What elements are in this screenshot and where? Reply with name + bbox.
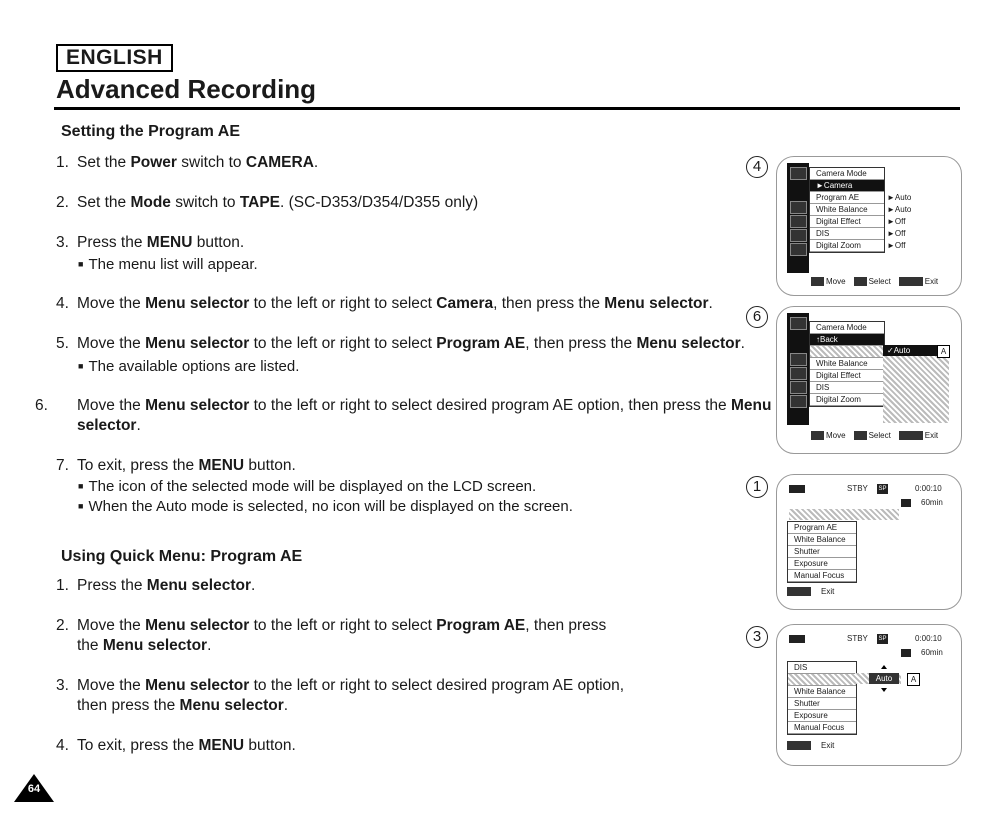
nav-select: Select: [854, 431, 891, 440]
step-number: 7.: [56, 457, 69, 474]
menu-sidebar: [787, 163, 809, 273]
bold-term: Program AE: [436, 335, 526, 352]
menu-button-icon: [899, 431, 923, 440]
menu-item: Program AE: [810, 192, 884, 204]
settings-icon: [790, 367, 807, 380]
option-auto: Auto: [869, 673, 899, 684]
page-number: 64: [27, 783, 41, 795]
step-number: 3.: [56, 234, 69, 251]
time-counter: 0:00:10: [915, 634, 942, 643]
section-title-quick-menu: Using Quick Menu: Program AE: [61, 548, 303, 565]
nav-exit: Exit: [899, 277, 938, 286]
remaining-time: 60min: [921, 648, 943, 657]
step: 1. Press the Menu selector.: [56, 577, 256, 594]
menu-item: DIS: [810, 228, 884, 240]
bold-term: Menu selector: [102, 637, 208, 654]
step-number: 6.: [35, 397, 48, 414]
exit-row: Exit: [787, 587, 834, 596]
menu-item: Shutter: [788, 546, 856, 558]
title-rule: [54, 107, 960, 110]
quick-screen-1-panel: [776, 474, 962, 610]
tape-icon: [901, 649, 911, 657]
note: ■ The icon of the selected mode will be displayed on the LCD screen.: [78, 476, 536, 497]
down-arrow-icon: [881, 688, 887, 692]
menu-item: DIS: [810, 382, 884, 394]
language-label: ENGLISH: [56, 44, 173, 72]
nav-exit: Exit: [899, 431, 938, 440]
value: ►Off: [887, 241, 906, 250]
remaining-time: 60min: [921, 498, 943, 507]
step: 7. To exit, press the MENU button.: [56, 457, 296, 474]
time-counter: 0:00:10: [915, 484, 942, 493]
status-stby: STBY: [847, 484, 868, 493]
step: 2. Set the Mode switch to TAPE. (SC-D353/D354/D355 only): [56, 194, 479, 211]
bold-term: MENU: [198, 737, 245, 754]
status-stby: STBY: [847, 634, 868, 643]
screen-number-6: 6: [746, 306, 768, 328]
step: 4. To exit, press the MENU button.: [56, 737, 296, 754]
menu-item: White Balance: [788, 686, 856, 698]
menu-list: [809, 321, 885, 407]
menu-item: Exposure: [788, 558, 856, 570]
step-number: 2.: [56, 194, 69, 211]
bold-term: CAMERA: [245, 154, 314, 171]
note: ■ The menu list will appear.: [78, 254, 258, 275]
menu-item: Shutter: [788, 698, 856, 710]
select-icon: [854, 431, 867, 440]
auto-mode-icon: A: [937, 345, 950, 358]
camera-mode-icon: [789, 485, 805, 493]
step: 3. Move the Menu selector to the left or right to select desired program AE option,: [56, 677, 625, 694]
step: 5. Move the Menu selector to the left or right to select Program AE, then press the Menu selector.: [56, 335, 745, 352]
step-number: 4.: [56, 737, 69, 754]
nav-move: Move: [811, 277, 846, 286]
menu-list: [787, 661, 857, 735]
bold-term: TAPE: [239, 194, 281, 211]
bold-term: Menu selector: [145, 677, 250, 694]
note: ■ When the Auto mode is selected, no icon will be displayed on the screen.: [78, 496, 573, 517]
nav-select: Select: [854, 277, 891, 286]
step: 6. Move the Menu selector to the left or right to select desired program AE option, then press the Menu selector.: [35, 397, 772, 434]
value: ►Auto: [887, 205, 912, 214]
step: 4. Move the Menu selector to the left or right to select Camera, then press the Menu selector.: [56, 295, 713, 312]
clock-icon: [790, 243, 807, 256]
camera-mode-icon: [789, 635, 805, 643]
menu-item-back: ↑Back: [810, 334, 884, 346]
page-title: Advanced Recording: [56, 74, 317, 104]
menu-button-icon: [787, 587, 811, 596]
move-icon: [811, 277, 824, 286]
step: 2. Move the Menu selector to the left or right to select Program AE, then press: [56, 617, 607, 634]
menu-item: Manual Focus: [788, 570, 856, 582]
bold-term: Menu selector: [146, 577, 252, 594]
screen-number-1: 1: [746, 476, 768, 498]
menu-header: Camera Mode: [810, 168, 884, 180]
tape-icon: [901, 499, 911, 507]
program-ae-icon: [790, 353, 807, 366]
menu-sidebar: [787, 313, 809, 425]
exit-row: Exit: [787, 741, 834, 750]
bold-term: Menu selector: [145, 617, 250, 634]
bold-term: Menu selector: [145, 335, 250, 352]
menu-item: White Balance: [788, 534, 856, 546]
step-number: 1.: [56, 577, 69, 594]
settings-icon: [790, 215, 807, 228]
step-number: 4.: [56, 295, 69, 312]
bold-term: Menu selector: [145, 397, 250, 414]
menu-item-selected: [788, 674, 856, 686]
step: then press the Menu selector.: [77, 697, 289, 714]
screen-number-3: 3: [746, 626, 768, 648]
option-auto: ✓Auto: [883, 345, 937, 356]
menu-header: Camera Mode: [810, 322, 884, 334]
menu-item: Digital Effect: [810, 370, 884, 382]
program-ae-icon: [790, 201, 807, 214]
menu-item: Program AE: [788, 522, 856, 534]
sp-icon: SP: [878, 486, 887, 492]
tape-icon: [790, 229, 807, 242]
bold-term: Menu selector: [604, 295, 709, 312]
tape-icon: [790, 381, 807, 394]
step-number: 5.: [56, 335, 69, 352]
clock-icon: [790, 395, 807, 408]
camera-icon: [790, 317, 807, 330]
bold-term: Program AE: [436, 617, 526, 634]
menu-values: [887, 192, 911, 252]
menu-item-camera: ►Camera: [810, 180, 884, 192]
value: ►Off: [887, 217, 906, 226]
menu-item: Digital Effect: [810, 216, 884, 228]
menu-list: [787, 521, 857, 583]
bold-term: Menu selector: [77, 397, 772, 434]
step: 1. Set the Power switch to CAMERA.: [56, 154, 319, 171]
menu-item: Digital Zoom: [810, 240, 884, 252]
value: ►Auto: [887, 193, 912, 202]
select-icon: [854, 277, 867, 286]
move-icon: [811, 431, 824, 440]
bold-term: Mode: [130, 194, 171, 211]
section-title-program-ae: Setting the Program AE: [61, 123, 240, 140]
menu-item: White Balance: [810, 358, 884, 370]
nav-move: Move: [811, 431, 846, 440]
nav-bar: [811, 431, 938, 440]
bold-term: Menu selector: [179, 697, 284, 714]
quick-screen-3-panel: [776, 624, 962, 766]
menu-button-icon: [787, 741, 811, 750]
bold-term: Menu selector: [636, 335, 741, 352]
screen-number-4: 4: [746, 156, 768, 178]
step-number: 2.: [56, 617, 69, 634]
screen-4-panel: [776, 156, 962, 296]
menu-button-icon: [899, 277, 923, 286]
camera-icon: [790, 167, 807, 180]
bold-term: Power: [130, 154, 177, 171]
step: 3. Press the MENU button.: [56, 234, 245, 251]
bold-term: MENU: [146, 234, 193, 251]
step-number: 3.: [56, 677, 69, 694]
menu-item: Manual Focus: [788, 722, 856, 734]
bold-term: MENU: [198, 457, 245, 474]
bold-term: Menu selector: [145, 295, 250, 312]
note: ■ The available options are listed.: [78, 356, 299, 377]
up-arrow-icon: [881, 665, 887, 669]
menu-item: Digital Zoom: [810, 394, 884, 406]
step-number: 1.: [56, 154, 69, 171]
menu-list: [809, 167, 885, 253]
auto-mode-icon: A: [907, 673, 920, 686]
highlight-bar: [789, 509, 899, 520]
nav-bar: [811, 277, 938, 286]
sp-icon: SP: [878, 636, 887, 642]
screen-6-panel: [776, 306, 962, 454]
value: ►Off: [887, 229, 906, 238]
bold-term: Camera: [436, 295, 494, 312]
menu-item: Exposure: [788, 710, 856, 722]
menu-item-selected: [810, 346, 884, 358]
menu-item: White Balance: [810, 204, 884, 216]
menu-item: DIS: [788, 662, 856, 674]
step: the Menu selector.: [77, 637, 212, 654]
